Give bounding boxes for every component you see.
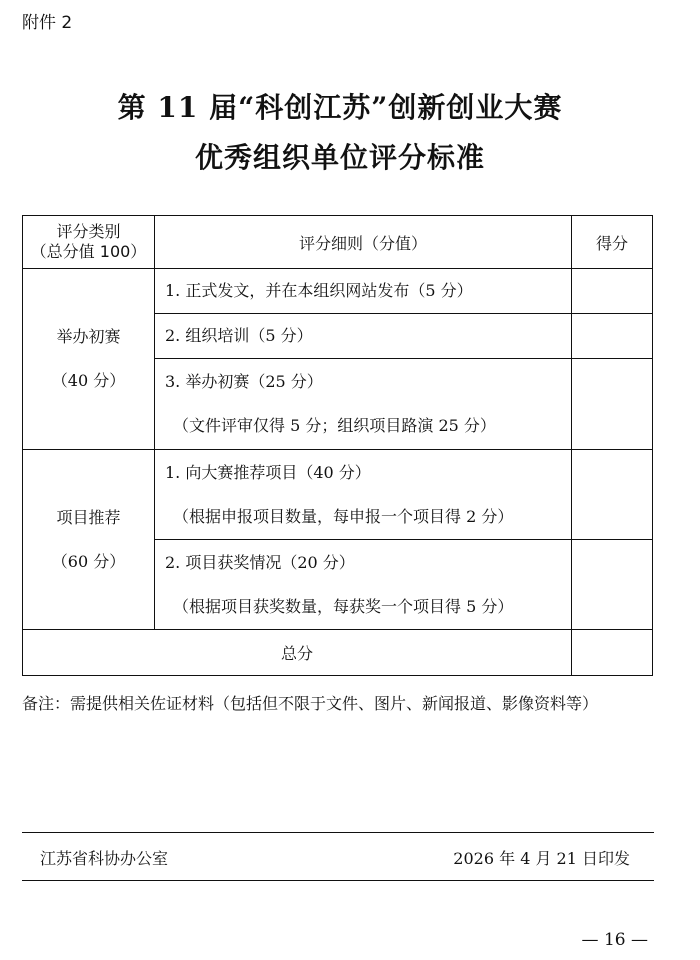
header-category	[23, 216, 155, 269]
document-title-line1: 第 11 届“科创江苏”创新创业大赛	[117, 91, 563, 124]
criteria-text: 1. 正式发文，并在本组织网站发布（5 分）	[165, 281, 473, 300]
score-cell[interactable]	[572, 450, 653, 540]
criteria-note: （根据申报项目数量，每申报一个项目得 2 分）	[173, 506, 514, 526]
header-category-line2: （总分值 100）	[30, 242, 147, 261]
footer-divider-top	[22, 832, 654, 833]
scoring-table	[22, 215, 653, 676]
criteria-note: （根据项目获奖数量，每获奖一个项目得 5 分）	[173, 596, 514, 616]
issuing-office: 江苏省科协办公室	[40, 849, 169, 868]
category-cell-recommendation	[23, 450, 155, 630]
table-row	[23, 450, 653, 540]
issue-date: 2026 年 4 月 21 日印发	[453, 849, 630, 868]
criteria-text: 1. 向大赛推荐项目（40 分）	[165, 462, 371, 482]
remark-note: 备注：需提供相关佐证材料（包括但不限于文件、图片、新闻报道、影像资料等）	[22, 694, 599, 713]
score-cell[interactable]	[572, 359, 653, 450]
page-number: — 16 —	[581, 930, 648, 950]
criteria-item	[155, 450, 572, 540]
category-points: （40 分）	[51, 371, 126, 390]
header-details: 评分细则（分值）	[155, 216, 572, 269]
criteria-item	[155, 269, 572, 314]
criteria-item	[155, 359, 572, 450]
category-points: （60 分）	[51, 551, 126, 571]
category-name: 项目推荐	[56, 507, 121, 527]
attachment-label: 附件 2	[22, 13, 73, 33]
criteria-text: 2. 组织培训（5 分）	[165, 326, 313, 345]
total-label: 总分	[23, 630, 572, 676]
criteria-text: 3. 举办初赛（25 分）	[165, 372, 323, 391]
total-score-cell[interactable]	[572, 630, 653, 676]
header-score: 得分	[572, 216, 653, 269]
criteria-item	[155, 314, 572, 359]
score-cell[interactable]	[572, 269, 653, 314]
criteria-note: （文件评审仅得 5 分；组织项目路演 25 分）	[173, 416, 496, 435]
table-row	[23, 269, 653, 314]
category-name: 举办初赛	[56, 327, 121, 346]
document-title-line2: 优秀组织单位评分标准	[194, 141, 485, 174]
criteria-text: 2. 项目获奖情况（20 分）	[165, 552, 355, 572]
criteria-item	[155, 540, 572, 630]
category-cell-preliminary	[23, 269, 155, 450]
header-category-line1: 评分类别	[56, 222, 121, 241]
table-header-row	[23, 216, 653, 269]
score-cell[interactable]	[572, 540, 653, 630]
footer-divider-bottom	[22, 880, 654, 881]
table-total-row	[23, 630, 653, 676]
score-cell[interactable]	[572, 314, 653, 359]
